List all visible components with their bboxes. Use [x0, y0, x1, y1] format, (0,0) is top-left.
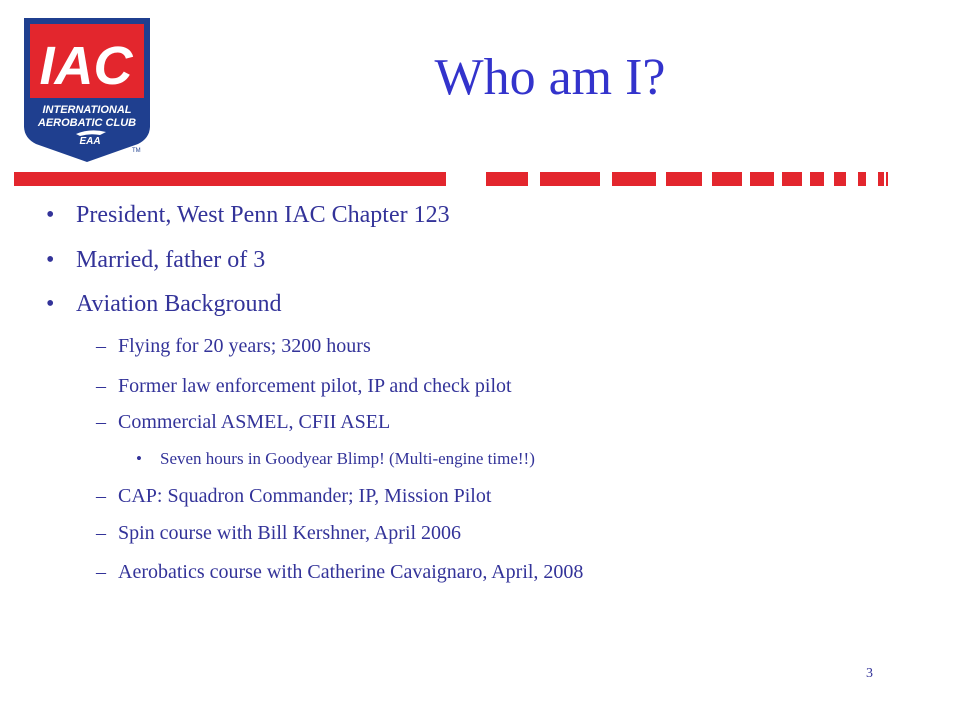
sub-bullet-symbol: –	[96, 485, 106, 507]
sub-bullet-text: Aerobatics course with Catherine Cavaignaro, April, 2008	[118, 561, 584, 583]
sub-sub-bullet-text: Seven hours in Goodyear Blimp! (Multi-engine time!!)	[160, 449, 535, 468]
logo-main-text: IAC	[39, 36, 133, 96]
bullet-text: Aviation Background	[76, 291, 282, 317]
bullet-symbol: •	[46, 247, 55, 273]
sub-bullet-text: Former law enforcement pilot, IP and check pilot	[118, 375, 512, 397]
sub-bullet-symbol: –	[96, 561, 106, 583]
logo-line1: INTERNATIONAL	[42, 104, 132, 116]
bullet-symbol: •	[46, 202, 55, 228]
sub-bullet-text: Spin course with Bill Kershner, April 2006	[118, 522, 462, 544]
sub-bullet-text: CAP: Squadron Commander; IP, Mission Pilot	[118, 485, 492, 507]
sub-bullet-symbol: –	[96, 411, 106, 433]
bullet-text: President, West Penn IAC Chapter 123	[76, 202, 450, 228]
slide-title: Who am I?	[434, 49, 666, 106]
bullet-text: Married, father of 3	[76, 247, 266, 273]
sub-bullet-symbol: –	[96, 375, 106, 397]
logo-sub-text: EAA	[79, 136, 101, 147]
sub-bullet-symbol: –	[96, 335, 106, 357]
bullet-symbol: •	[46, 291, 55, 317]
sub-sub-bullet-symbol: •	[136, 449, 142, 468]
sub-bullet-text: Flying for 20 years; 3200 hours	[118, 335, 371, 357]
sub-bullet-text: Commercial ASMEL, CFII ASEL	[118, 411, 391, 433]
page-number: 3	[866, 666, 873, 681]
logo-tm: TM	[132, 148, 141, 154]
logo-line2: AEROBATIC CLUB	[37, 117, 137, 129]
sub-bullet-symbol: –	[96, 522, 106, 544]
